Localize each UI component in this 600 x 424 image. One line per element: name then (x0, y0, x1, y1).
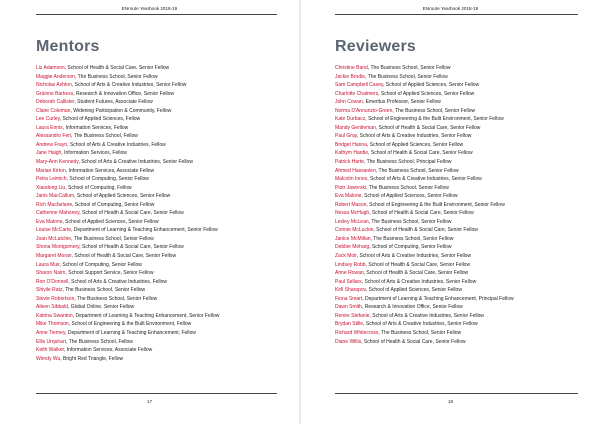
person-name: Paul Sellars (335, 278, 362, 285)
left-page (0, 0, 299, 424)
header-rule (36, 14, 277, 15)
person-affiliation: , School of Arts & Creative Industries, Senior Fellow (363, 321, 478, 328)
person-affiliation: , School of Arts & Creative Industries, Senior Fellow (369, 312, 484, 319)
person-affiliation: , School of Health & Social Care, Senior Fellow (361, 338, 466, 345)
list-item (335, 312, 590, 321)
person-affiliation: , Emeritus Professor, Senior Fellow (362, 99, 441, 106)
list-item (335, 149, 590, 158)
list-item (335, 243, 590, 252)
list-item (36, 235, 289, 244)
person-name: Shiyile Ratz (36, 287, 63, 294)
person-name: Renée Stefanie (335, 312, 370, 319)
list-item (36, 320, 289, 329)
footer-rule (335, 393, 578, 394)
reviewers-list (335, 64, 590, 346)
person-affiliation: , The Business School, Senior Fellow (367, 65, 451, 71)
person-affiliation: , School of Applied Sciences, Senior Fellow (365, 287, 462, 294)
person-affiliation: , School of Health & Social Care, Senior Fellow (373, 227, 478, 234)
list-item (36, 73, 289, 82)
person-name: Wendy Wu (36, 355, 61, 362)
person-affiliation: , School of Arts & Creative Industries, Senior Fellow (356, 253, 472, 260)
list-item (335, 286, 590, 295)
person-name: Nessa McHugh (335, 210, 370, 217)
person-name: Andrew Frayn (36, 141, 68, 148)
list-item (335, 226, 590, 235)
list-item (335, 320, 590, 329)
person-name: Ellis Urquhart (36, 338, 67, 345)
person-name: Xiaodong Liu (36, 184, 66, 191)
list-item (36, 303, 289, 312)
person-affiliation: , The Business School, Senior Fellow (71, 235, 154, 242)
person-name: Sam Campbell Casey (335, 82, 383, 89)
list-item (36, 269, 289, 278)
list-item (36, 149, 289, 158)
list-item (335, 235, 590, 244)
person-affiliation: , School of Health & Social Care, Senior Fellow (79, 210, 184, 217)
list-item (335, 192, 590, 201)
list-item (36, 175, 289, 184)
person-affiliation: , The Business School, Senior Fellow (368, 218, 452, 225)
person-name: Gráinne Barkess (36, 90, 74, 97)
running-head: ENroute Yearbook 2018-19 (121, 6, 178, 11)
person-name: Marian Kirton (36, 167, 66, 174)
list-item (36, 243, 289, 252)
list-item (36, 132, 289, 141)
mentors-list (36, 64, 289, 363)
list-item (36, 346, 289, 355)
page-number: 17 (146, 399, 153, 404)
person-name: Aileen Sibbald (36, 304, 68, 311)
person-affiliation: , School of Arts & Creative Industries, Senior Fellow (361, 278, 477, 285)
person-affiliation: , Widening Participation & Community, Fellow (70, 107, 172, 114)
person-name: Rich Macfarlane (36, 201, 73, 208)
list-item (36, 355, 289, 364)
person-affiliation: , The Business School, Senior Fellow (365, 73, 448, 80)
list-item (335, 303, 590, 312)
person-affiliation: , Global Online, Senior Fellow (67, 304, 135, 311)
person-name: Joan McLatchie (36, 235, 72, 242)
page-number: 18 (447, 399, 454, 404)
list-item (335, 90, 590, 99)
list-item (335, 124, 590, 133)
list-item (36, 98, 289, 107)
list-item (335, 141, 590, 150)
person-name: Lee Curley (36, 116, 60, 123)
person-affiliation: , The Business School, Senior Fellow (62, 287, 146, 294)
person-affiliation: , Information Services, Associate Fellow (63, 347, 153, 354)
person-name: Malcolm Innes (335, 176, 368, 183)
list-item (335, 252, 590, 261)
person-name: Robert Mason (335, 201, 367, 208)
list-item (335, 132, 590, 141)
list-item (335, 338, 590, 347)
person-name: Jackie Brodie (335, 73, 366, 80)
person-affiliation: , School of Arts & Creative Industries, Senior Fellow (356, 133, 472, 140)
person-affiliation: , School of Arts & Creative Industries, Fellow (68, 278, 168, 285)
right-page (301, 0, 600, 424)
list-item (335, 201, 590, 210)
person-affiliation: , The Business School, Senior Fellow (392, 107, 476, 114)
person-name: Dawn Smith (335, 304, 362, 311)
person-affiliation: , School of Health & Social Care, Senior Fellow (368, 150, 473, 157)
person-name: Patrick Harte (335, 159, 364, 166)
list-item (36, 218, 289, 227)
person-affiliation: , Research & Innovation Office, Senior Fellow (361, 304, 463, 311)
list-item (335, 115, 590, 124)
person-name: Lesley McLean (335, 218, 369, 225)
person-affiliation: , Bright Red Triangle, Fellow (60, 355, 124, 362)
person-name: Maggie Anderson (36, 73, 75, 80)
person-name: Anne Rowan (335, 270, 364, 277)
person-name: Norma D'Annunzio-Green (335, 107, 393, 114)
person-name: Christine Band (335, 65, 368, 71)
list-item (36, 226, 289, 235)
list-item (335, 175, 590, 184)
person-affiliation: , The Business School, Fellow (66, 338, 133, 345)
person-name: Ron O'Donnell (36, 278, 69, 285)
list-item (335, 167, 590, 176)
person-affiliation: , The Business School, Senior Fellow (74, 73, 158, 80)
person-name: Stevie Robertson (36, 295, 75, 302)
person-name: Richard Whitecross (335, 329, 379, 336)
page-title: Mentors (36, 38, 100, 55)
person-affiliation: , School of Health & Social Care, Senior Fellow (64, 65, 170, 71)
list-item (36, 158, 289, 167)
person-name: Claire Coleman (36, 107, 71, 114)
person-name: Fiona Smart (335, 295, 363, 302)
list-item (335, 158, 590, 167)
person-name: Mandy Gentleman (335, 124, 376, 131)
list-item (36, 209, 289, 218)
person-name: Mike Thomson (36, 321, 69, 328)
list-item (335, 269, 590, 278)
person-name: Laura Ennis (36, 124, 63, 131)
list-item (36, 141, 289, 150)
list-item (36, 338, 289, 347)
person-name: Jane Haigh (36, 150, 62, 157)
person-name: Anne Tierney (36, 329, 66, 336)
person-affiliation: , School of Computing, Senior Fellow (72, 201, 155, 208)
person-name: Margaret Moran (36, 253, 72, 260)
list-item (36, 81, 289, 90)
person-name: Louise McCarte (36, 227, 72, 234)
person-name: Liz Adamson (36, 65, 65, 71)
person-affiliation: , The Business School, Principal Fellow (363, 159, 452, 166)
person-name: Debbie Meharg (335, 244, 370, 251)
person-name: Kathym Hardie (335, 150, 369, 157)
list-item (36, 167, 289, 176)
list-item (335, 209, 590, 218)
person-affiliation: , School of Applied Sciences, Fellow (59, 116, 141, 123)
person-name: Eva Malone (36, 218, 63, 225)
person-affiliation: , School of Arts & Creative Industries, Fellow (67, 141, 166, 148)
list-item (335, 64, 590, 73)
person-affiliation: , School of Applied Sciences, Senior Fellow (378, 90, 475, 97)
person-name: Petra Leimich (36, 176, 67, 183)
footer-rule (36, 393, 277, 394)
list-item (335, 295, 590, 304)
list-item (335, 261, 590, 270)
person-affiliation: , Information Services, Fellow (62, 124, 129, 131)
person-affiliation: , School of Health & Social Care, Senior Fellow (375, 124, 481, 131)
person-name: Paul Gray (335, 133, 357, 140)
person-name: Ahmed Hassanien (335, 167, 376, 174)
person-affiliation: , School of Computing, Fellow (65, 184, 132, 191)
person-name: Diane Willis (335, 338, 362, 345)
page-title: Reviewers (335, 38, 416, 55)
list-item (36, 295, 289, 304)
person-name: Shona Montgomery (36, 244, 80, 251)
person-affiliation: , The Business School, Senior Fellow (375, 167, 459, 174)
person-name: Connie McLuckie (335, 227, 374, 234)
person-affiliation: , School of Arts & Creative Industries, Senior Fellow (367, 176, 482, 183)
person-affiliation: , Department of Learning & Teaching Enhancement, Senior Fellow (72, 312, 220, 319)
person-affiliation: , Information Services, Associate Fellow (65, 167, 155, 174)
person-affiliation: , School of Applied Sciences, Senior Fellow (366, 141, 464, 148)
person-affiliation: , School of Computing, Senior Fellow (66, 176, 149, 183)
person-affiliation: , School of Applied Sciences, Senior Fellow (62, 218, 159, 225)
person-name: Eva Malone (335, 193, 362, 200)
list-item (36, 90, 289, 99)
person-affiliation: , School of Health & Social Care, Senior Fellow (71, 253, 177, 260)
list-item (335, 278, 590, 287)
person-affiliation: , School Support Service, Senior Fellow (65, 270, 154, 277)
list-item (335, 329, 590, 338)
person-affiliation: , The Business School, Senior Fellow (366, 184, 449, 191)
person-name: Janis MacCallum (36, 193, 75, 200)
person-affiliation: , School of Applied Sciences, Senior Fellow (361, 193, 458, 200)
person-name: Kirll Sharapov (335, 287, 366, 294)
list-item (36, 278, 289, 287)
list-item (335, 81, 590, 90)
person-affiliation: , School of Engineering & the Built Environment, Senior Fellow (365, 116, 504, 123)
person-affiliation: , The Business School, Senior Fellow (74, 295, 158, 302)
person-affiliation: , Research & Innovation Office, Senior Fellow (73, 90, 175, 97)
person-affiliation: , School of Arts & Creative Industries, Senior Fellow (78, 159, 193, 166)
list-item (335, 218, 590, 227)
list-item (36, 312, 289, 321)
person-affiliation: , The Business School, Fellow (71, 133, 138, 140)
person-affiliation: , School of Health & Social Care, Senior Fellow (79, 244, 184, 251)
person-name: Zack Moir (335, 253, 357, 260)
person-affiliation: , School of Arts & Creative Industries, Senior Fellow (71, 82, 187, 89)
person-name: Laura Muir (36, 261, 60, 268)
person-name: Piotr Jaworski (335, 184, 367, 191)
person-name: Bridget Hanna (335, 141, 367, 148)
person-affiliation: , School of Applied Sciences, Senior Fellow (74, 193, 171, 200)
header-rule (335, 14, 578, 15)
person-name: Deborah Callister (36, 99, 75, 106)
person-name: John Cowan (335, 99, 363, 106)
person-name: Katrina Swanton (36, 312, 73, 319)
person-affiliation: , School of Computing, Senior Fellow (369, 244, 452, 251)
list-item (36, 64, 289, 73)
list-item (36, 201, 289, 210)
person-affiliation: , School of Applied Sciences, Senior Fellow (382, 82, 480, 89)
person-name: Janice McMillan (335, 235, 371, 242)
person-affiliation: , Information Services, Fellow (61, 150, 127, 157)
person-name: Mary-Ann Kennedy (36, 159, 79, 166)
person-affiliation: , School of Engineering & the Built Environment, Senior Fellow (366, 201, 505, 208)
person-name: Catherine Mahoney (36, 210, 80, 217)
person-affiliation: , Department of Learning & Teaching Enhancement, Fellow (65, 329, 196, 336)
list-item (335, 184, 590, 193)
person-name: Keith Walker (36, 347, 64, 354)
person-affiliation: , The Business School, Senior Fellow (370, 235, 454, 242)
list-item (36, 329, 289, 338)
list-item (36, 286, 289, 295)
list-item (36, 115, 289, 124)
person-affiliation: , School of Computing, Senior Fellow (59, 261, 142, 268)
list-item (36, 252, 289, 261)
list-item (335, 73, 590, 82)
list-item (335, 98, 590, 107)
person-affiliation: , Department of Learning & Teaching Enhancement, Senior Fellow (71, 227, 218, 234)
person-affiliation: , School of Engineering & the Built Environment, Fellow (68, 321, 192, 328)
person-affiliation: , Student Futures, Associate Fellow (74, 99, 153, 106)
person-name: Sharon Nairn (36, 270, 66, 277)
list-item (335, 107, 590, 116)
list-item (36, 107, 289, 116)
person-name: Nicholas Ashton (36, 82, 72, 89)
list-item (36, 184, 289, 193)
list-item (36, 192, 289, 201)
person-affiliation: , School of Health & Social Care, Senior Fellow (363, 270, 469, 277)
person-affiliation: , The Business School, Senior Fellow (378, 329, 462, 336)
person-name: Kate Durbacz (335, 116, 366, 123)
person-name: Charlotte Chalmers (335, 90, 379, 97)
person-affiliation: , School of Health & Social Care, Senior Fellow (365, 261, 471, 268)
list-item (36, 124, 289, 133)
person-affiliation: , School of Health & Social Care, Senior Fellow (369, 210, 474, 217)
list-item (36, 261, 289, 270)
person-name: Alessandro Feri (36, 133, 72, 140)
person-affiliation: , Department of Learning & Teaching Enhancement, Principal Fellow (362, 295, 514, 302)
person-name: Lindsey Robb (335, 261, 366, 268)
running-head: ENroute Yearbook 2018-19 (422, 6, 479, 11)
person-name: Brydan Stille (335, 321, 364, 328)
